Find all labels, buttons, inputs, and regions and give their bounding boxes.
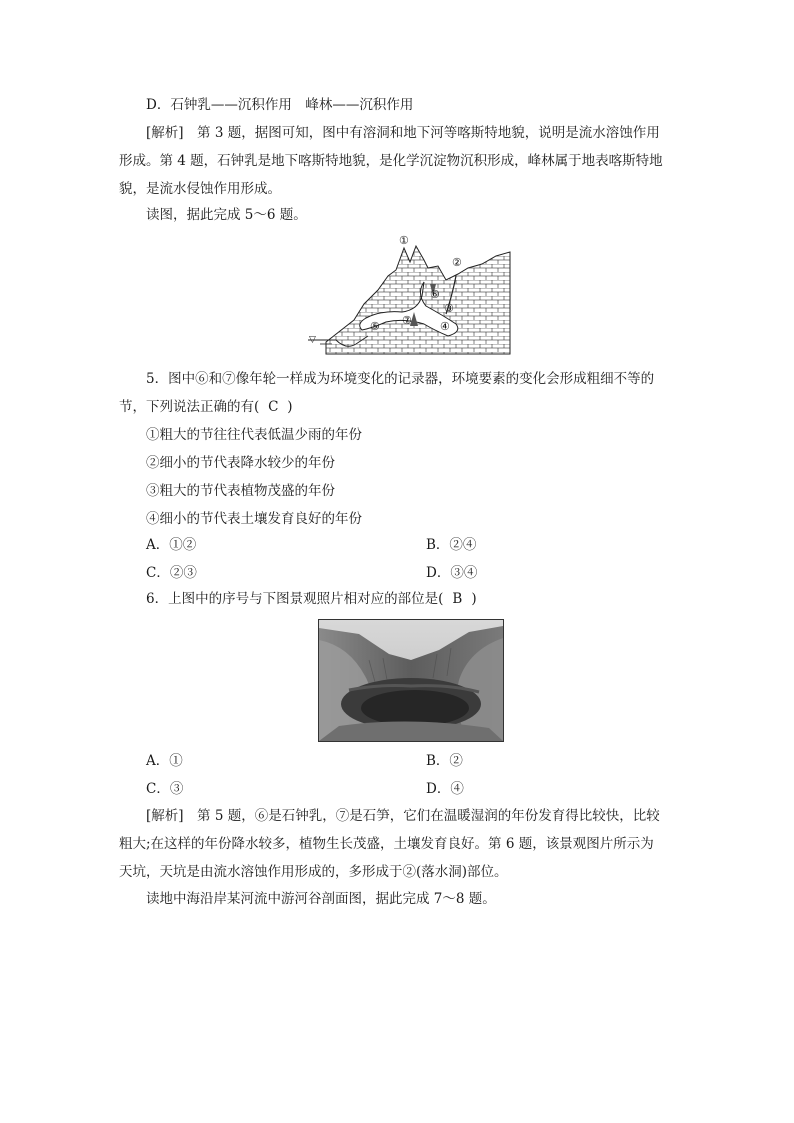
q6-stem: 6．上图中的序号与下图景观照片相对应的部位是( B )	[146, 591, 477, 607]
label-3: ③	[444, 302, 454, 315]
label-6: ⑥	[430, 288, 440, 301]
q5-option-c: C．②③	[146, 565, 197, 581]
water-level-symbol: ▽	[309, 335, 316, 345]
q6-option-c: C．③	[146, 781, 184, 797]
q5-statement-4: ④细小的节代表土壤发育良好的年份	[146, 511, 362, 527]
q5-statement-2: ②细小的节代表降水较少的年份	[146, 455, 335, 471]
read-prompt-2: 读地中海沿岸某河流中游河谷剖面图，据此完成 7～8 题。	[146, 891, 496, 907]
label-1: ①	[399, 234, 409, 247]
q5-statement-3: ③粗大的节代表植物茂盛的年份	[146, 483, 335, 499]
q6-option-b: B．②	[426, 753, 463, 769]
q5-answer: C	[268, 399, 279, 415]
q5-option-a: A．①②	[146, 537, 197, 553]
karst-diagram	[306, 232, 512, 356]
label-4: ④	[440, 320, 450, 333]
read-prompt-1: 读图，据此完成 5～6 题。	[146, 207, 307, 223]
analysis-1-line-1: [解析] 第 3 题，据图可知，图中有溶洞和地下河等喀斯特地貌，说明是流水溶蚀作用	[146, 125, 660, 141]
analysis-2-line-2: 粗大;在这样的年份降水较多，植物生长茂盛，土壤发育良好。第 6 题，该景观图片所示为	[119, 836, 654, 852]
analysis-2-line-1: [解析] 第 5 题，⑥是石钟乳，⑦是石笋，它们在温暖湿润的年份发育得比较快，比较	[146, 808, 660, 824]
sinkhole-photo	[318, 619, 504, 742]
q5-stem-line-1: 5．图中⑥和⑦像年轮一样成为环境变化的记录器，环境要素的变化会形成粗细不等的	[146, 371, 655, 387]
label-2: ②	[452, 256, 462, 269]
q5-stem-line-2: 节，下列说法正确的有( C )	[119, 399, 293, 415]
q6-option-a: A．①	[146, 753, 183, 769]
q4-option-d: D．石钟乳——沉积作用 峰林——沉积作用	[146, 97, 414, 113]
label-7: ⑦	[402, 314, 412, 327]
q5-option-b: B．②④	[426, 537, 477, 553]
q5-option-d: D．③④	[426, 565, 478, 581]
q5-statement-1: ①粗大的节往往代表低温少雨的年份	[146, 427, 362, 443]
analysis-1-line-2: 形成。第 4 题，石钟乳是地下喀斯特地貌，是化学沉淀物沉积形成，峰林属于地表喀斯特地	[119, 153, 663, 169]
analysis-1-line-3: 貌，是流水侵蚀作用形成。	[119, 181, 281, 197]
q6-option-d: D．④	[426, 781, 464, 797]
rock-mass	[326, 246, 510, 354]
q6-answer: B	[452, 591, 463, 607]
analysis-2-line-3: 天坑，天坑是由流水溶蚀作用形成的，多形成于②(落水洞)部位。	[119, 864, 508, 880]
label-5: ⑤	[370, 320, 380, 333]
